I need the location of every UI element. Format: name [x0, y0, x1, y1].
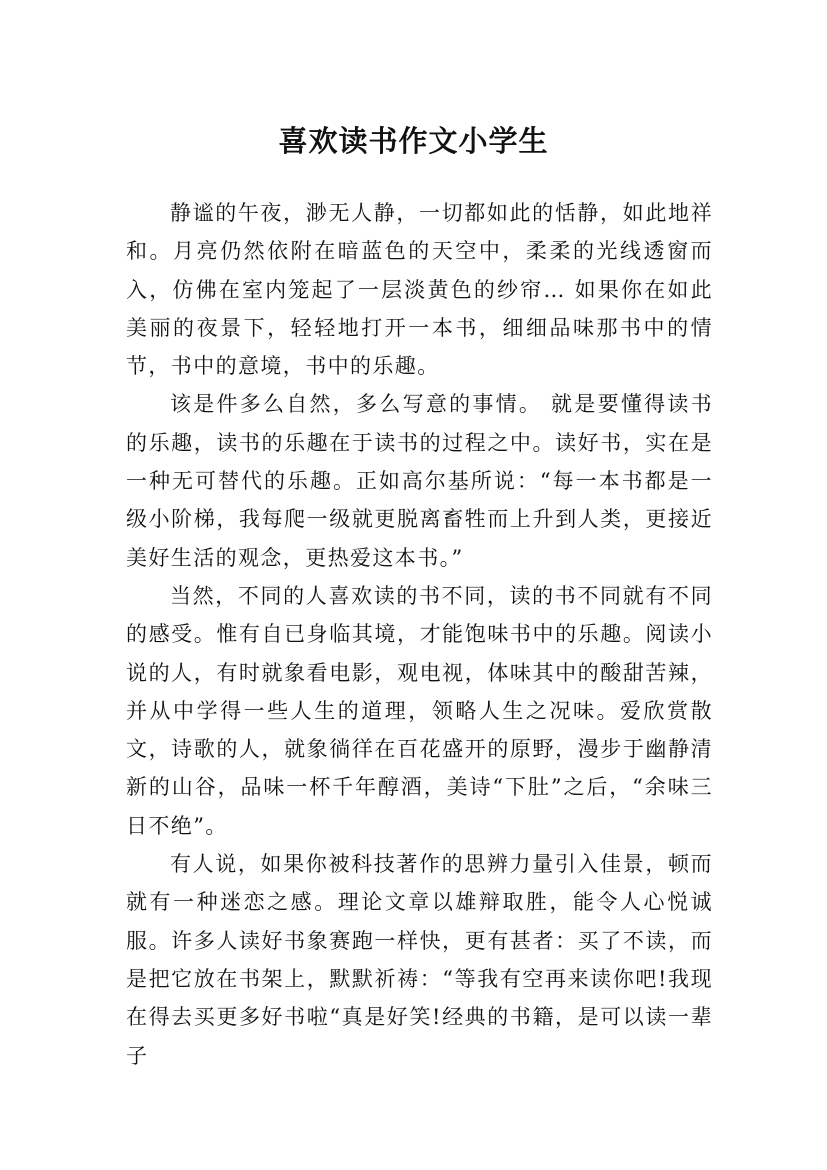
document-title: 喜欢读书作文小学生 [278, 124, 549, 159]
paragraph-3: 当然，不同的人喜欢读的书不同，读的书不同就有不同的感受。惟有自已身临其境，才能饱味书中的乐趣。阅读小说的人，有时就象看电影，观电视，体味其中的酸甜苦辣，并从中学得一些人生的道理，领略人生之况味。爱欣赏散文，诗歌的人，就象徜徉在百花盛开的原野，漫步于幽静清新的山谷，品味一杯千年醇酒，美诗“下肚”之后，“余味三日不绝”。 [126, 583, 713, 838]
paragraph-1: 静谧的午夜，渺无人静，一切都如此的恬静，如此地祥和。月亮仍然依附在暗蓝色的天空中，柔柔的光线透窗而入，仿佛在室内笼起了一层淡黄色的纱帘… 如果你在如此美丽的夜景下，轻轻地打开一本书，细细品味那书中的情节，书中的意境，书中的乐趣。 [126, 201, 713, 379]
paragraph-4: 有人说，如果你被科技著作的思辨力量引入佳景，顿而就有一种迷恋之感。理论文章以雄辩取胜，能令人心悦诚服。许多人读好书象赛跑一样快，更有甚者：买了不读，而是把它放在书架上，默默祈祷：“等我有空再来读你吧!我现在得去买更多好书啦“真是好笑!经典的书籍，是可以读一辈子 [126, 852, 713, 1068]
paragraph-2: 该是件多么自然，多么写意的事情。 就是要懂得读书的乐趣，读书的乐趣在于读书的过程之中。读好书，实在是一种无可替代的乐趣。正如高尔基所说：“每一本书都是一级小阶梯，我每爬一级就更脱离畜牲而上升到人类，更接近美好生活的观念，更热爱这本书。” [126, 392, 713, 570]
document-body [126, 194, 713, 1075]
